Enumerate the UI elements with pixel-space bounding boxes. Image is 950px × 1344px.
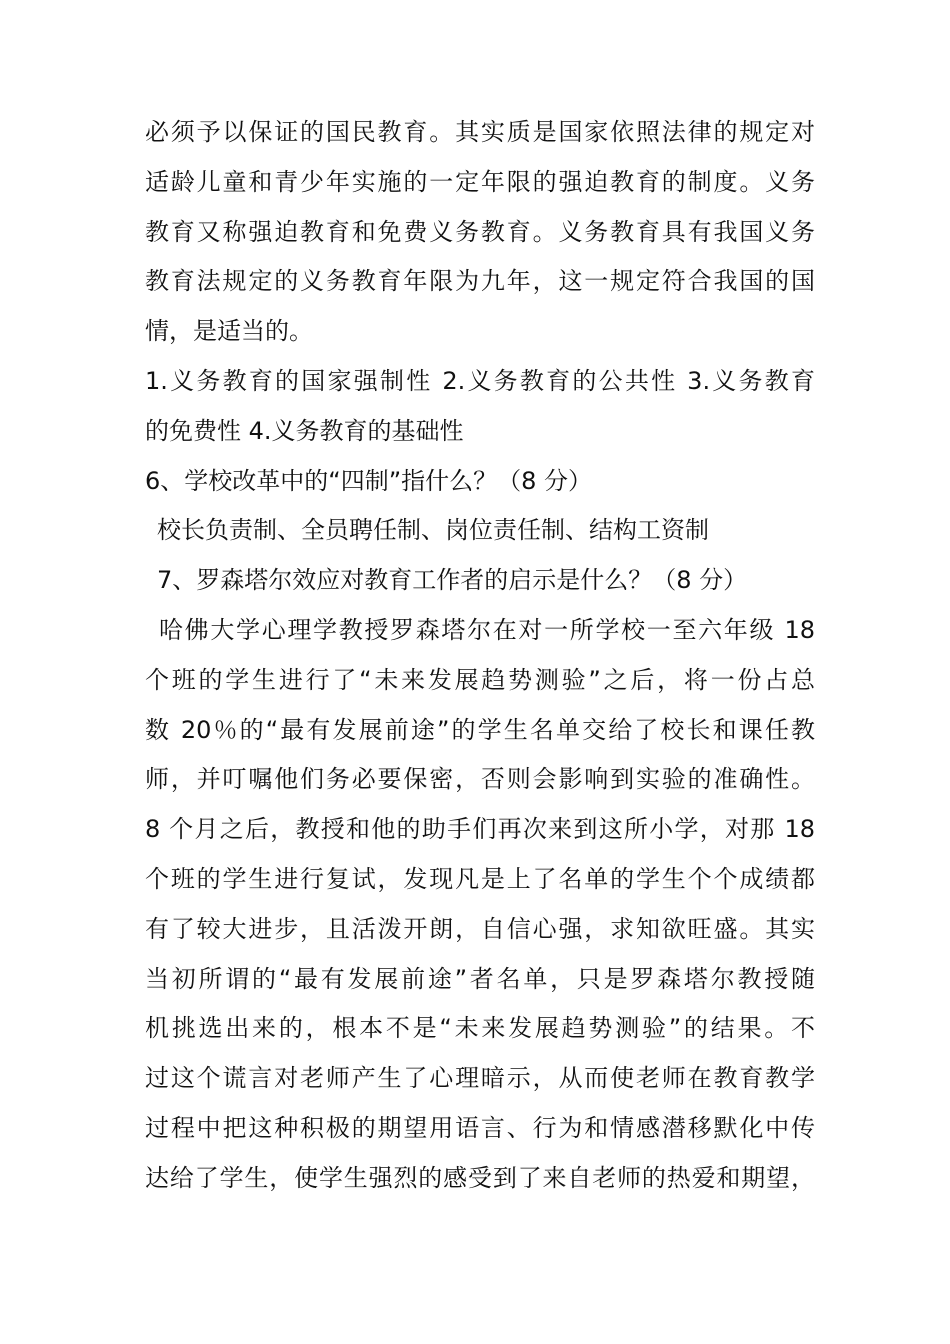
paragraph-line: 达给了学生，使学生强烈的感受到了来自老师的热爱和期望， (145, 1163, 815, 1192)
question-heading: 7、罗森塔尔效应对教育工作者的启示是什么？（8 分） (157, 566, 748, 595)
paragraph-line: 过这个谎言对老师产生了心理暗示，从而使老师在教育教学 (145, 1064, 815, 1093)
paragraph-line: 当初所谓的“最有发展前途”者名单，只是罗森塔尔教授随 (145, 964, 815, 993)
paragraph-line: 适龄儿童和青少年实施的一定年限的强迫教育的制度。义务 (145, 167, 815, 196)
question-heading: 6、学校改革中的“四制”指什么？（8 分） (145, 466, 593, 495)
paragraph-line: 个班的学生进行了“未来发展趋势测验”之后，将一份占总 (145, 665, 815, 694)
paragraph-line: 有了较大进步，且活泼开朗，自信心强，求知欲旺盛。其实 (145, 914, 815, 943)
paragraph-line: 必须予以保证的国民教育。其实质是国家依照法律的规定对 (145, 118, 815, 146)
paragraph-line: 师，并叮嘱他们务必要保密，否则会影响到实验的准确性。 (145, 765, 815, 794)
paragraph-line: 数 20％的“最有发展前途”的学生名单交给了校长和课任教 (145, 715, 815, 744)
answer-list-line: 的免费性 4.义务教育的基础性 (145, 416, 464, 445)
paragraph-line: 机挑选出来的，根本不是“未来发展趋势测验”的结果。不 (145, 1014, 815, 1043)
paragraph-line: 个班的学生进行复试，发现凡是上了名单的学生个个成绩都 (145, 864, 815, 893)
paragraph-line: 教育法规定的义务教育年限为九年，这一规定符合我国的国 (145, 267, 815, 296)
paragraph-line: 教育又称强迫教育和免费义务教育。义务教育具有我国义务 (145, 217, 815, 246)
paragraph-line: 情，是适当的。 (145, 317, 313, 346)
paragraph-line: 8 个月之后，教授和他的助手们再次来到这所小学，对那 18 (145, 815, 815, 844)
document-page (145, 108, 815, 1204)
answer-line: 校长负责制、全员聘任制、岗位责任制、结构工资制 (157, 516, 709, 545)
paragraph-line: 哈佛大学心理学教授罗森塔尔在对一所学校一至六年级 18 (159, 615, 815, 644)
answer-list-line: 1.义务教育的国家强制性 2.义务教育的公共性 3.义务教育 (145, 366, 815, 395)
paragraph-line: 过程中把这种积极的期望用语言、行为和情感潜移默化中传 (145, 1113, 815, 1142)
